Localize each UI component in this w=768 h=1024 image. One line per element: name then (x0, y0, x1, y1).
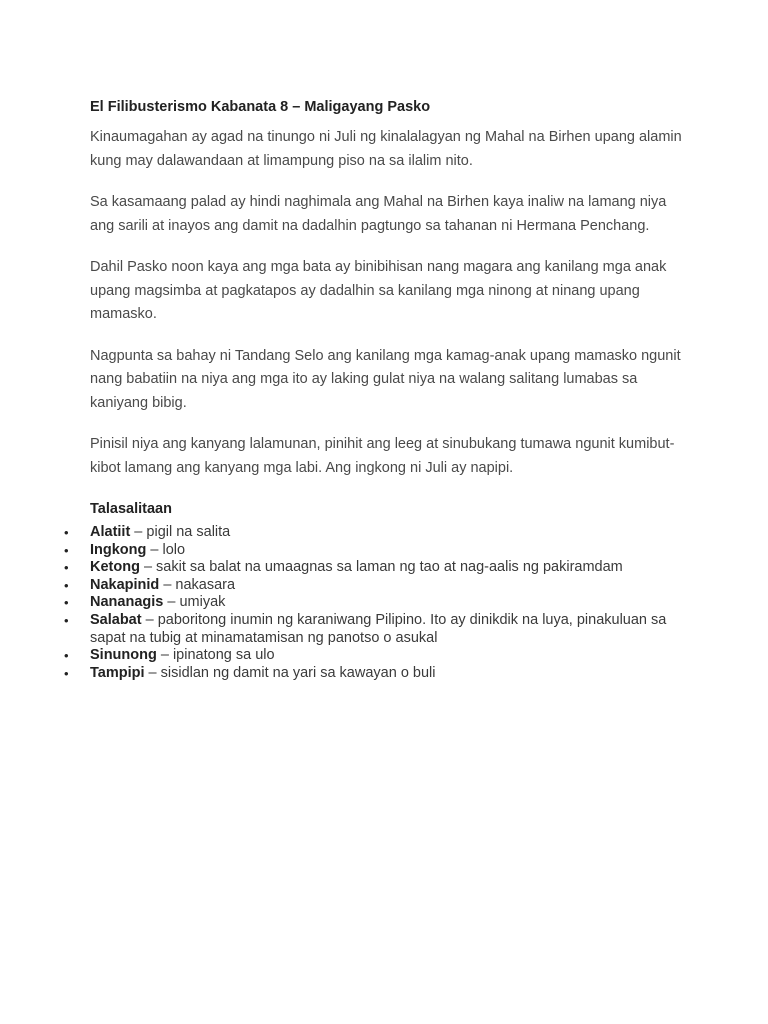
list-item (64, 524, 690, 542)
list-item (64, 664, 690, 683)
vocab-definition: – nakasara (159, 576, 236, 593)
vocab-term: Ketong (90, 559, 140, 576)
list-item (64, 647, 690, 665)
bullet-icon: • (64, 648, 69, 664)
bullet-icon: • (64, 595, 69, 611)
bullet-icon: • (64, 560, 69, 576)
vocabulary-heading: Talasalitaan (90, 501, 172, 517)
list-item (64, 594, 690, 612)
vocab-term: Tampipi (90, 664, 145, 681)
vocab-definition: – pigil na salita (130, 524, 231, 540)
document-page (64, 96, 690, 682)
vocab-term: Ingkong (90, 541, 147, 558)
bullet-icon: • (64, 577, 69, 593)
vocab-term: Nananagis (90, 594, 164, 611)
vocab-definition: – paboritong inumin ng karaniwang Pilipino. Ito ay dinikdik na luya, pinakuluan sa sapat na tubig at minamatamisan ng panotso o asukal (90, 611, 667, 646)
vocab-definition: – sisidlan ng damit na yari sa kawayan o buli (144, 664, 436, 681)
vocab-definition: – umiyak (163, 594, 226, 611)
paragraph: Dahil Pasko noon kaya ang mga bata ay binibihisan nang magara ang kanilang mga anak upang magsimba at pagkatapos ay dadalhin sa kanilang mga ninong at ninang upang mamasko. (90, 259, 667, 322)
bullet-icon: • (64, 542, 69, 558)
vocab-term: Salabat (90, 611, 142, 628)
list-item (64, 541, 690, 560)
document-title: El Filibusterismo Kabanata 8 – Maligayang Pasko (90, 99, 431, 115)
list-item (64, 559, 690, 577)
vocab-term: Sinunong (90, 647, 157, 664)
paragraph: Pinisil niya ang kanyang lalamunan, pinihit ang leeg at sinubukang tumawa ngunit kumibut-kibot lamang ang kanyang mga labi. Ang ingkong ni Juli ay napipi. (90, 436, 675, 476)
paragraph: Nagpunta sa bahay ni Tandang Selo ang kanilang mga kamag-anak upang mamasko ngunit nang babatiin na niya ang mga ito ay laking gulat niya na walang salitang lumabas sa kaniyang bibig. (90, 347, 681, 411)
vocab-term: Nakapinid (90, 576, 160, 593)
list-item (64, 576, 690, 595)
bullet-icon: • (64, 612, 69, 628)
paragraph: Kinaumagahan ay agad na tinungo ni Juli ng kinalalagyan ng Mahal na Birhen upang alamin kung may dalawandaan at limampung piso na sa ilalim nito. (90, 129, 682, 169)
paragraph: Sa kasamaang palad ay hindi naghimala ang Mahal na Birhen kaya inaliw na lamang niya ang sarili at inayos ang damit na dadalhin pagtungo sa tahanan ni Hermana Penchang. (90, 194, 667, 234)
vocabulary-list (64, 524, 690, 682)
list-item (64, 611, 690, 647)
vocab-term: Alatiit (90, 524, 131, 540)
vocab-definition: – lolo (146, 541, 186, 558)
vocab-definition: – ipinatong sa ulo (156, 647, 275, 664)
bullet-icon: • (64, 525, 69, 540)
vocab-definition: – sakit sa balat na umaagnas sa laman ng tao at nag-aalis ng pakiramdam (139, 559, 623, 576)
bullet-icon: • (64, 665, 69, 681)
